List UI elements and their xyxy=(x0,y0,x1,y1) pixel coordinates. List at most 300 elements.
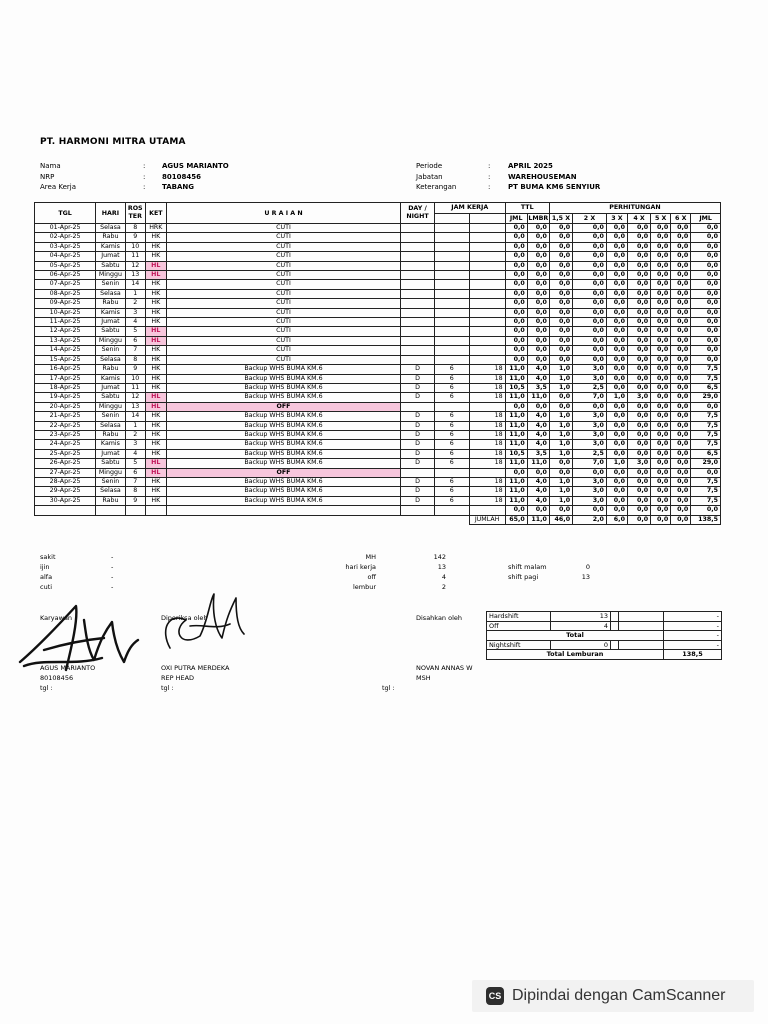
row-jml: 11,0 xyxy=(505,487,527,496)
row-ket: HL xyxy=(145,336,166,345)
row-jam-start: 6 xyxy=(434,449,469,458)
row-x3: 0,0 xyxy=(606,271,627,280)
row-x15: 1,0 xyxy=(549,412,572,421)
row-tgl: 19-Apr-25 xyxy=(35,393,96,402)
row-x2: 0,0 xyxy=(573,242,607,251)
row-x2: 3,0 xyxy=(573,421,607,430)
row-jml: 0,0 xyxy=(505,299,527,308)
row-roster: 12 xyxy=(125,393,145,402)
row-x15: 0,0 xyxy=(549,271,572,280)
row-total: 0,0 xyxy=(691,299,721,308)
row-roster: 8 xyxy=(125,355,145,364)
row-x4: 0,0 xyxy=(627,374,650,383)
row-day-night xyxy=(401,242,435,251)
row-day-night xyxy=(401,327,435,336)
row-uraian: CUTI xyxy=(166,299,400,308)
row-total: 0,0 xyxy=(691,506,721,515)
row-total: 0,0 xyxy=(691,289,721,298)
row-x15: 0,0 xyxy=(549,280,572,289)
row-x4: 0,0 xyxy=(627,383,650,392)
row-x2: 0,0 xyxy=(573,252,607,261)
summary-shiftpagi-label: shift pagi xyxy=(508,573,539,581)
header-lmbr: LMBR xyxy=(528,214,549,222)
row-tgl: 25-Apr-25 xyxy=(35,449,96,458)
row-x5: 0,0 xyxy=(651,430,671,439)
row-x15: 0,0 xyxy=(549,224,572,233)
row-ket: HK xyxy=(145,412,166,421)
manhour-values xyxy=(420,552,446,592)
summary-shiftmalam-label: shift malam xyxy=(508,563,547,571)
row-x3: 0,0 xyxy=(606,289,627,298)
row-tgl: 23-Apr-25 xyxy=(35,430,96,439)
row-jam-end xyxy=(469,252,505,261)
hardshift-blank xyxy=(619,612,664,622)
row-day-night xyxy=(401,261,435,270)
row-tgl: 06-Apr-25 xyxy=(35,271,96,280)
row-ket: HK xyxy=(145,496,166,505)
row-x3: 0,0 xyxy=(606,412,627,421)
total-x5: 0,0 xyxy=(651,515,671,524)
row-uraian: Backup WHS BUMA KM.6 xyxy=(166,374,400,383)
row-total: 29,0 xyxy=(691,459,721,468)
row-roster: 9 xyxy=(125,365,145,374)
row-x4: 0,0 xyxy=(627,299,650,308)
row-jam-end: 18 xyxy=(469,477,505,486)
row-x3: 0,0 xyxy=(606,365,627,374)
row-jam-end: 18 xyxy=(469,421,505,430)
row-x3: 0,0 xyxy=(606,374,627,383)
off-value: 4 xyxy=(551,621,611,631)
table-row xyxy=(35,252,721,261)
row-total: 7,5 xyxy=(691,440,721,449)
period-info-seps xyxy=(488,161,490,193)
camscanner-text: Dipindai dengan CamScanner xyxy=(512,987,726,1004)
table-row xyxy=(35,336,721,345)
row-x3: 0,0 xyxy=(606,477,627,486)
row-roster: 9 xyxy=(125,496,145,505)
row-x2: 3,0 xyxy=(573,365,607,374)
row-x6: 0,0 xyxy=(671,233,691,242)
row-jam-start xyxy=(434,355,469,364)
row-x15: 0,0 xyxy=(549,233,572,242)
table-row xyxy=(35,421,721,430)
diperiksa-name: OXI PUTRA MERDEKA xyxy=(161,664,230,672)
karyawan-tgl: tgl : xyxy=(40,684,53,692)
row-lmbr: 0,0 xyxy=(527,318,549,327)
info-sep: : xyxy=(143,183,146,191)
row-uraian: CUTI xyxy=(166,318,400,327)
row-hari: Minggu xyxy=(96,336,126,345)
overtime-row-total xyxy=(487,631,722,641)
employee-signature xyxy=(14,600,144,680)
row-hari: Sabtu xyxy=(96,393,126,402)
row-roster: 13 xyxy=(125,271,145,280)
row-ket: HK xyxy=(145,299,166,308)
row-x4: 0,0 xyxy=(627,440,650,449)
table-row xyxy=(35,412,721,421)
row-x2: 7,0 xyxy=(573,393,607,402)
overtime-row-lembur xyxy=(487,650,722,660)
row-lmbr: 0,0 xyxy=(527,299,549,308)
header-x15: 1,5 X xyxy=(549,213,572,224)
disahkan-title: MSH xyxy=(416,674,431,682)
row-x6: 0,0 xyxy=(671,299,691,308)
row-lmbr: 0,0 xyxy=(527,468,549,477)
row-x4: 0,0 xyxy=(627,252,650,261)
row-uraian: CUTI xyxy=(166,355,400,364)
row-lmbr: 0,0 xyxy=(527,336,549,345)
row-day-night xyxy=(401,346,435,355)
row-x4: 0,0 xyxy=(627,271,650,280)
row-x6: 0,0 xyxy=(671,383,691,392)
total-lmbr: 11,0 xyxy=(527,515,549,524)
total-grand: 138,5 xyxy=(691,515,721,524)
row-total: 0,0 xyxy=(691,336,721,345)
row-jml: 0,0 xyxy=(505,233,527,242)
row-x5: 0,0 xyxy=(651,233,671,242)
row-day-night: D xyxy=(401,430,435,439)
row-tgl: 16-Apr-25 xyxy=(35,365,96,374)
row-lmbr: 11,0 xyxy=(527,459,549,468)
row-tgl: 18-Apr-25 xyxy=(35,383,96,392)
row-x3: 0,0 xyxy=(606,261,627,270)
row-ket: HK xyxy=(145,430,166,439)
row-jam-start: 6 xyxy=(434,383,469,392)
table-row xyxy=(35,506,721,515)
row-uraian xyxy=(166,506,400,515)
row-jml: 0,0 xyxy=(505,280,527,289)
row-roster xyxy=(125,506,145,515)
row-x15: 0,0 xyxy=(549,506,572,515)
row-x6: 0,0 xyxy=(671,496,691,505)
row-lmbr: 4,0 xyxy=(527,430,549,439)
row-lmbr: 4,0 xyxy=(527,365,549,374)
row-lmbr: 4,0 xyxy=(527,421,549,430)
row-hari: Jumat xyxy=(96,318,126,327)
header-jam-kerja: JAM KERJA xyxy=(434,203,505,214)
hardshift-value: 13 xyxy=(551,612,611,622)
table-row xyxy=(35,459,721,468)
row-ket: HK xyxy=(145,477,166,486)
row-x4: 0,0 xyxy=(627,346,650,355)
table-row xyxy=(35,289,721,298)
info-sep: : xyxy=(143,162,146,170)
row-hari: Minggu xyxy=(96,271,126,280)
row-total: 7,5 xyxy=(691,374,721,383)
info-sep: : xyxy=(488,172,491,181)
row-x2: 0,0 xyxy=(573,468,607,477)
row-total: 29,0 xyxy=(691,393,721,402)
row-hari: Selasa xyxy=(96,487,126,496)
row-x6: 0,0 xyxy=(671,327,691,336)
row-roster: 3 xyxy=(125,440,145,449)
row-x5: 0,0 xyxy=(651,393,671,402)
row-x15: 0,0 xyxy=(549,346,572,355)
row-day-night: D xyxy=(401,459,435,468)
row-x5: 0,0 xyxy=(651,280,671,289)
row-jam-start xyxy=(434,261,469,270)
table-row xyxy=(35,308,721,317)
row-tgl: 28-Apr-25 xyxy=(35,477,96,486)
row-jam-end: 18 xyxy=(469,365,505,374)
table-row xyxy=(35,365,721,374)
row-x4: 0,0 xyxy=(627,308,650,317)
summary-off-value: 4 xyxy=(441,573,446,581)
header-x5: 5 X xyxy=(651,213,671,224)
row-x3: 0,0 xyxy=(606,233,627,242)
row-day-night xyxy=(401,289,435,298)
row-x6: 0,0 xyxy=(671,393,691,402)
row-x2: 0,0 xyxy=(573,299,607,308)
row-lmbr: 0,0 xyxy=(527,289,549,298)
row-ket: HK xyxy=(145,374,166,383)
row-hari: Kamis xyxy=(96,374,126,383)
row-jam-end xyxy=(469,289,505,298)
row-uraian: OFF xyxy=(166,468,400,477)
row-jam-start xyxy=(434,318,469,327)
row-day-night: D xyxy=(401,365,435,374)
row-total: 7,5 xyxy=(691,421,721,430)
row-day-night: D xyxy=(401,421,435,430)
row-hari: Sabtu xyxy=(96,261,126,270)
row-hari: Selasa xyxy=(96,421,126,430)
row-ket: HK xyxy=(145,308,166,317)
supervisor-signature xyxy=(150,590,250,660)
nightshift-dash: - xyxy=(664,640,722,650)
row-x15: 0,0 xyxy=(549,355,572,364)
row-day-night xyxy=(401,271,435,280)
table-row xyxy=(35,280,721,289)
row-hari: Kamis xyxy=(96,308,126,317)
row-tgl: 24-Apr-25 xyxy=(35,440,96,449)
row-x6: 0,0 xyxy=(671,487,691,496)
row-tgl xyxy=(35,506,96,515)
row-roster: 1 xyxy=(125,421,145,430)
row-roster: 5 xyxy=(125,459,145,468)
header-roster-top: ROS xyxy=(127,205,143,212)
header-ket: KET xyxy=(145,203,166,224)
row-x15: 0,0 xyxy=(549,459,572,468)
row-x5: 0,0 xyxy=(651,459,671,468)
row-hari: Kamis xyxy=(96,242,126,251)
total-spacer xyxy=(35,515,470,524)
row-x5: 0,0 xyxy=(651,496,671,505)
row-ket: HL xyxy=(145,468,166,477)
row-ket: HK xyxy=(145,280,166,289)
row-total: 7,5 xyxy=(691,430,721,439)
summary-harikerja-value: 13 xyxy=(437,563,446,571)
row-hari: Rabu xyxy=(96,233,126,242)
info-label-keterangan: Keterangan xyxy=(416,183,457,191)
row-roster: 8 xyxy=(125,487,145,496)
row-jam-end: 18 xyxy=(469,374,505,383)
row-x5: 0,0 xyxy=(651,477,671,486)
row-x5: 0,0 xyxy=(651,289,671,298)
row-x15: 1,0 xyxy=(549,421,572,430)
row-jam-start: 6 xyxy=(434,393,469,402)
row-jml: 10,5 xyxy=(505,383,527,392)
row-jml: 11,0 xyxy=(505,374,527,383)
row-jml: 11,0 xyxy=(505,365,527,374)
period-info-labels xyxy=(416,161,456,193)
row-lmbr: 0,0 xyxy=(527,402,549,411)
row-lmbr: 0,0 xyxy=(527,271,549,280)
row-x6: 0,0 xyxy=(671,421,691,430)
row-x2: 0,0 xyxy=(573,233,607,242)
header-x2: 2 X xyxy=(573,213,607,224)
row-total: 0,0 xyxy=(691,233,721,242)
row-ket: HK xyxy=(145,355,166,364)
row-jam-end xyxy=(469,233,505,242)
row-tgl: 30-Apr-25 xyxy=(35,496,96,505)
row-jml: 0,0 xyxy=(505,289,527,298)
row-ket: HL xyxy=(145,261,166,270)
row-jam-end xyxy=(469,224,505,233)
row-x3: 0,0 xyxy=(606,299,627,308)
row-jml: 0,0 xyxy=(505,468,527,477)
row-total: 0,0 xyxy=(691,252,721,261)
row-jam-end: 18 xyxy=(469,496,505,505)
row-x3: 0,0 xyxy=(606,449,627,458)
row-x4: 0,0 xyxy=(627,496,650,505)
row-x3: 0,0 xyxy=(606,327,627,336)
row-total: 0,0 xyxy=(691,280,721,289)
nightshift-blank xyxy=(619,640,664,650)
table-header xyxy=(35,203,721,224)
row-total: 6,5 xyxy=(691,449,721,458)
row-tgl: 29-Apr-25 xyxy=(35,487,96,496)
off-dash: - xyxy=(664,621,722,631)
info-sep: : xyxy=(143,172,146,181)
disahkan-label: Disahkan oleh xyxy=(416,614,463,622)
row-x3: 0,0 xyxy=(606,242,627,251)
row-ket: HK xyxy=(145,449,166,458)
row-x4: 0,0 xyxy=(627,402,650,411)
info-label-nama: Nama xyxy=(40,162,61,170)
row-roster: 4 xyxy=(125,318,145,327)
row-x3: 0,0 xyxy=(606,280,627,289)
header-uraian: U R A I A N xyxy=(166,203,400,224)
row-x15: 0,0 xyxy=(549,318,572,327)
row-x6: 0,0 xyxy=(671,261,691,270)
row-x6: 0,0 xyxy=(671,477,691,486)
row-x4: 0,0 xyxy=(627,242,650,251)
row-x5: 0,0 xyxy=(651,468,671,477)
row-jam-start xyxy=(434,280,469,289)
row-x15: 0,0 xyxy=(549,468,572,477)
row-x15: 1,0 xyxy=(549,477,572,486)
row-day-night xyxy=(401,336,435,345)
row-lmbr: 0,0 xyxy=(527,327,549,336)
row-x15: 0,0 xyxy=(549,261,572,270)
row-uraian: Backup WHS BUMA KM.6 xyxy=(166,459,400,468)
row-day-night xyxy=(401,299,435,308)
row-jam-start xyxy=(434,346,469,355)
total-label: JUMLAH xyxy=(469,515,505,524)
row-jam-start: 6 xyxy=(434,496,469,505)
row-lmbr: 4,0 xyxy=(527,412,549,421)
row-x6: 0,0 xyxy=(671,289,691,298)
header-jam-end xyxy=(469,213,505,224)
row-uraian: CUTI xyxy=(166,346,400,355)
row-x5: 0,0 xyxy=(651,402,671,411)
row-ket: HK xyxy=(145,487,166,496)
row-jml: 11,0 xyxy=(505,393,527,402)
row-x6: 0,0 xyxy=(671,440,691,449)
hardshift-gap xyxy=(611,612,619,622)
diperiksa-block xyxy=(161,663,230,693)
summary-lembur-value: 2 xyxy=(441,583,446,591)
header-jml-total: JML xyxy=(691,213,721,224)
info-label-nrp: NRP xyxy=(40,172,55,181)
row-jml: 11,0 xyxy=(505,412,527,421)
row-x15: 1,0 xyxy=(549,496,572,505)
row-x15: 0,0 xyxy=(549,299,572,308)
info-value-periode: APRIL 2025 xyxy=(508,162,553,170)
row-x5: 0,0 xyxy=(651,355,671,364)
summary-mh-value: 142 xyxy=(433,553,446,561)
row-tgl: 09-Apr-25 xyxy=(35,299,96,308)
total-lemburan-value: 138,5 xyxy=(664,650,722,660)
table-row xyxy=(35,318,721,327)
header-day: DAY / xyxy=(408,205,427,212)
row-jml: 0,0 xyxy=(505,308,527,317)
row-jam-end xyxy=(469,336,505,345)
table-row xyxy=(35,468,721,477)
hardshift-label: Hardshift xyxy=(487,612,551,622)
row-tgl: 11-Apr-25 xyxy=(35,318,96,327)
row-hari: Sabtu xyxy=(96,459,126,468)
row-x4: 0,0 xyxy=(627,506,650,515)
row-ket: HL xyxy=(145,393,166,402)
row-x3: 0,0 xyxy=(606,468,627,477)
row-tgl: 20-Apr-25 xyxy=(35,402,96,411)
info-sep: : xyxy=(488,162,491,170)
row-x6: 0,0 xyxy=(671,346,691,355)
row-ket: HL xyxy=(145,459,166,468)
row-hari: Selasa xyxy=(96,224,126,233)
row-x3: 0,0 xyxy=(606,336,627,345)
row-x6: 0,0 xyxy=(671,402,691,411)
off-label: Off xyxy=(487,621,551,631)
summary-alfa: alfa xyxy=(40,573,53,581)
row-tgl: 27-Apr-25 xyxy=(35,468,96,477)
info-label-periode: Periode xyxy=(416,162,443,170)
summary-dash: - xyxy=(111,553,114,561)
manhour-labels xyxy=(300,552,376,592)
row-hari: Senin xyxy=(96,346,126,355)
row-roster: 4 xyxy=(125,449,145,458)
row-roster: 9 xyxy=(125,233,145,242)
row-roster: 11 xyxy=(125,252,145,261)
row-jam-end: 18 xyxy=(469,449,505,458)
table-row xyxy=(35,224,721,233)
row-x6: 0,0 xyxy=(671,252,691,261)
row-lmbr: 0,0 xyxy=(527,224,549,233)
info-value-nrp: 80108456 xyxy=(162,172,201,181)
total-x3: 6,0 xyxy=(606,515,627,524)
row-tgl: 07-Apr-25 xyxy=(35,280,96,289)
row-x3: 0,0 xyxy=(606,402,627,411)
row-uraian: Backup WHS BUMA KM.6 xyxy=(166,496,400,505)
row-jml: 0,0 xyxy=(505,252,527,261)
row-total: 0,0 xyxy=(691,346,721,355)
row-x3: 0,0 xyxy=(606,355,627,364)
row-x4: 0,0 xyxy=(627,468,650,477)
row-x5: 0,0 xyxy=(651,242,671,251)
row-x2: 0,0 xyxy=(573,261,607,270)
row-lmbr: 0,0 xyxy=(527,506,549,515)
